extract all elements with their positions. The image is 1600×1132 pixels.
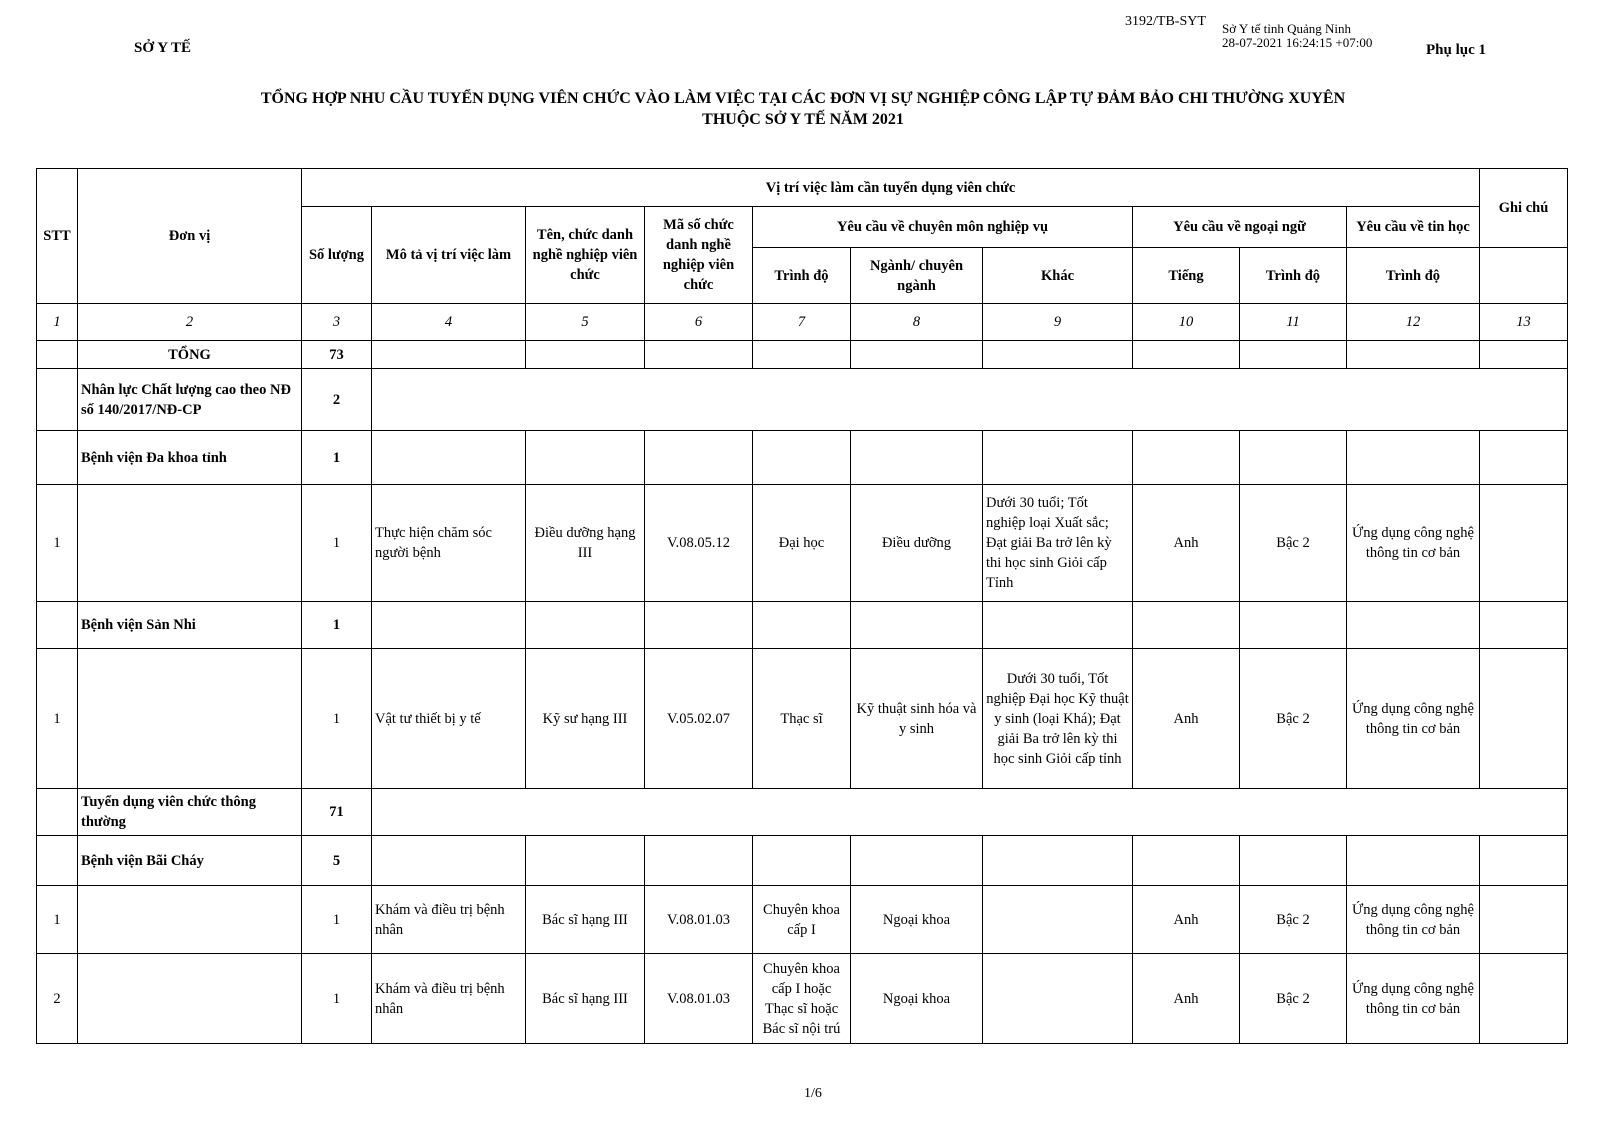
row-chuc-danh: Kỹ sư hạng III (526, 649, 645, 789)
row-tieng: Anh (1133, 485, 1240, 602)
row-stt: 2 (37, 954, 78, 1044)
header-don-vi: Đơn vị (78, 169, 302, 304)
header-chuyen-mon-group: Yêu cầu về chuyên môn nghiệp vụ (753, 207, 1133, 248)
empty-cell (1133, 431, 1240, 485)
row-so-luong: 1 (302, 886, 372, 954)
header-ghi-chu: Ghi chú (1480, 169, 1568, 248)
empty-cell (1480, 431, 1568, 485)
empty-cell (753, 431, 851, 485)
row-nganh: Điều dưỡng (851, 485, 983, 602)
header-tin-hoc-group: Yêu cầu về tin học (1347, 207, 1480, 248)
row-ma-so: V.08.05.12 (645, 485, 753, 602)
group-filler (372, 789, 1568, 836)
header-vi-tri-group: Vị trí việc làm cần tuyển dụng viên chức (302, 169, 1480, 207)
header-so-luong: Số lượng (302, 207, 372, 304)
row-trinh-do: Đại học (753, 485, 851, 602)
document-title-line-2: THUỘC SỞ Y TẾ NĂM 2021 (702, 111, 904, 128)
column-index: 2 (78, 304, 302, 341)
column-index: 7 (753, 304, 851, 341)
empty-cell (1480, 602, 1568, 649)
table-row (37, 649, 1568, 789)
table-row (37, 886, 1568, 954)
agency-name: SỞ Y TẾ (134, 40, 191, 56)
column-index: 11 (1240, 304, 1347, 341)
unit-row (37, 602, 1568, 649)
document-title-line-1: TỔNG HỢP NHU CẦU TUYỂN DỤNG VIÊN CHỨC VÀO LÀM VIỆC TẠI CÁC ĐƠN VỊ SỰ NGHIỆP CÔNG LẬP TỰ ĐẢM BẢO CHI THƯỜNG XUYÊN (260, 90, 1346, 107)
empty-cell (372, 602, 526, 649)
row-so-luong: 1 (302, 954, 372, 1044)
empty-cell (1240, 602, 1347, 649)
page-number: 1/6 (804, 1086, 822, 1101)
unit-label: Bệnh viện Đa khoa tỉnh (78, 431, 302, 485)
table-body (37, 369, 1568, 1044)
row-so-luong: 1 (302, 649, 372, 789)
empty-cell (753, 602, 851, 649)
row-nganh: Ngoại khoa (851, 954, 983, 1044)
empty-cell (1347, 602, 1480, 649)
row-stt (37, 369, 78, 431)
row-tin-hoc: Ứng dụng công nghệ thông tin cơ bản (1347, 954, 1480, 1044)
group-label: Tuyển dụng viên chức thông thường (78, 789, 302, 836)
header-empty-cell (1480, 248, 1568, 304)
empty-cell (645, 602, 753, 649)
signature-timestamp: 28-07-2021 16:24:15 +07:00 (1222, 35, 1373, 50)
row-ma-so: V.05.02.07 (645, 649, 753, 789)
column-index: 10 (1133, 304, 1240, 341)
row-tieng: Anh (1133, 649, 1240, 789)
empty-cell (983, 602, 1133, 649)
row-mo-ta: Khám và điều trị bệnh nhân (372, 954, 526, 1044)
empty-cell (1347, 431, 1480, 485)
empty-cell (1480, 836, 1568, 886)
column-index: 13 (1480, 304, 1568, 341)
header-ten-chuc-danh: Tên, chức danh nghề nghiệp viên chức (526, 207, 645, 304)
row-khac (983, 954, 1133, 1044)
row-nganh: Kỹ thuật sinh hóa và y sinh (851, 649, 983, 789)
row-ghi-chu (1480, 649, 1568, 789)
row-ghi-chu (1480, 485, 1568, 602)
row-stt (37, 789, 78, 836)
table-row (37, 954, 1568, 1044)
row-trinh-do: Chuyên khoa cấp I (753, 886, 851, 954)
header-stt: STT (37, 169, 78, 304)
total-count: 73 (302, 341, 372, 369)
unit-label: Bệnh viện Sản Nhi (78, 602, 302, 649)
column-index: 12 (1347, 304, 1480, 341)
row-nn-trinh-do: Bậc 2 (1240, 649, 1347, 789)
empty-cell (526, 431, 645, 485)
empty-cell (645, 431, 753, 485)
group-filler (372, 369, 1568, 431)
row-chuc-danh: Điều dưỡng hạng III (526, 485, 645, 602)
row-so-luong: 1 (302, 485, 372, 602)
row-don-vi (78, 649, 302, 789)
row-mo-ta: Thực hiện chăm sóc người bệnh (372, 485, 526, 602)
signature-organization: Sở Y tế tỉnh Quảng Ninh (1222, 21, 1352, 36)
document-number: 3192/TB-SYT (1125, 14, 1206, 29)
row-mo-ta: Khám và điều trị bệnh nhân (372, 886, 526, 954)
row-ghi-chu (1480, 886, 1568, 954)
header-mo-ta: Mô tả vị trí việc làm (372, 207, 526, 304)
empty-cell (645, 836, 753, 886)
empty-cell (851, 836, 983, 886)
empty-cell (983, 431, 1133, 485)
empty-cell (372, 431, 526, 485)
row-don-vi (78, 485, 302, 602)
table-row (37, 485, 1568, 602)
group-label: Nhân lực Chất lượng cao theo NĐ số 140/2017/NĐ-CP (78, 369, 302, 431)
unit-row (37, 431, 1568, 485)
empty-cell (1133, 836, 1240, 886)
empty-cell (983, 836, 1133, 886)
row-chuc-danh: Bác sĩ hạng III (526, 886, 645, 954)
column-index: 5 (526, 304, 645, 341)
header-ma-so: Mã số chức danh nghề nghiệp viên chức (645, 207, 753, 304)
row-don-vi (78, 886, 302, 954)
group-row (37, 789, 1568, 836)
row-trinh-do: Chuyên khoa cấp I hoặc Thạc sĩ hoặc Bác sĩ nội trú (753, 954, 851, 1044)
row-don-vi (78, 954, 302, 1044)
row-ghi-chu (1480, 954, 1568, 1044)
header-th-trinh-do: Trình độ (1347, 248, 1480, 304)
row-tin-hoc: Ứng dụng công nghệ thông tin cơ bản (1347, 649, 1480, 789)
row-tieng: Anh (1133, 886, 1240, 954)
column-index: 4 (372, 304, 526, 341)
row-tin-hoc: Ứng dụng công nghệ thông tin cơ bản (1347, 485, 1480, 602)
row-nn-trinh-do: Bậc 2 (1240, 886, 1347, 954)
group-count: 71 (302, 789, 372, 836)
row-stt (37, 431, 78, 485)
column-index: 8 (851, 304, 983, 341)
column-index: 9 (983, 304, 1133, 341)
header-tieng: Tiếng (1133, 248, 1240, 304)
header-ngoai-ngu-group: Yêu cầu về ngoại ngữ (1133, 207, 1347, 248)
header-row-1 (37, 169, 1568, 207)
unit-count: 5 (302, 836, 372, 886)
unit-count: 1 (302, 431, 372, 485)
row-trinh-do: Thạc sĩ (753, 649, 851, 789)
empty-cell (851, 602, 983, 649)
empty-cell (753, 836, 851, 886)
header-nn-trinh-do: Trình độ (1240, 248, 1347, 304)
unit-count: 1 (302, 602, 372, 649)
total-label: TỔNG (78, 341, 302, 369)
empty-cell (526, 836, 645, 886)
header-trinh-do: Trình độ (753, 248, 851, 304)
row-nn-trinh-do: Bậc 2 (1240, 485, 1347, 602)
recruitment-table (36, 168, 1568, 1044)
empty-cell (851, 431, 983, 485)
total-row (37, 341, 1568, 369)
group-count: 2 (302, 369, 372, 431)
row-ma-so: V.08.01.03 (645, 886, 753, 954)
header-khac: Khác (983, 248, 1133, 304)
row-stt (37, 836, 78, 886)
column-index: 6 (645, 304, 753, 341)
empty-cell (1240, 431, 1347, 485)
empty-cell (526, 602, 645, 649)
row-tieng: Anh (1133, 954, 1240, 1044)
row-nganh: Ngoại khoa (851, 886, 983, 954)
unit-row (37, 836, 1568, 886)
unit-label: Bệnh viện Bãi Cháy (78, 836, 302, 886)
row-nn-trinh-do: Bậc 2 (1240, 954, 1347, 1044)
empty-cell (1133, 602, 1240, 649)
row-stt: 1 (37, 649, 78, 789)
row-mo-ta: Vật tư thiết bị y tế (372, 649, 526, 789)
column-index-row (37, 304, 1568, 341)
row-stt: 1 (37, 886, 78, 954)
row-khac: Dưới 30 tuổi, Tốt nghiệp Đại học Kỹ thuật y sinh (loại Khá); Đạt giải Ba trở lên kỳ thi học sinh Giỏi cấp tỉnh (983, 649, 1133, 789)
column-index: 3 (302, 304, 372, 341)
header-nganh: Ngành/ chuyên ngành (851, 248, 983, 304)
appendix-label: Phụ lục 1 (1426, 42, 1487, 58)
row-ma-so: V.08.01.03 (645, 954, 753, 1044)
row-tin-hoc: Ứng dụng công nghệ thông tin cơ bản (1347, 886, 1480, 954)
row-khac (983, 886, 1133, 954)
row-khac: Dưới 30 tuổi; Tốt nghiệp loại Xuất sắc; Đạt giải Ba trở lên kỳ thi học sinh Giỏi cấp Tỉnh (983, 485, 1133, 602)
empty-cell (1347, 836, 1480, 886)
group-row (37, 369, 1568, 431)
row-stt (37, 602, 78, 649)
column-index: 1 (37, 304, 78, 341)
empty-cell (1240, 836, 1347, 886)
empty-cell (372, 836, 526, 886)
row-chuc-danh: Bác sĩ hạng III (526, 954, 645, 1044)
row-stt: 1 (37, 485, 78, 602)
